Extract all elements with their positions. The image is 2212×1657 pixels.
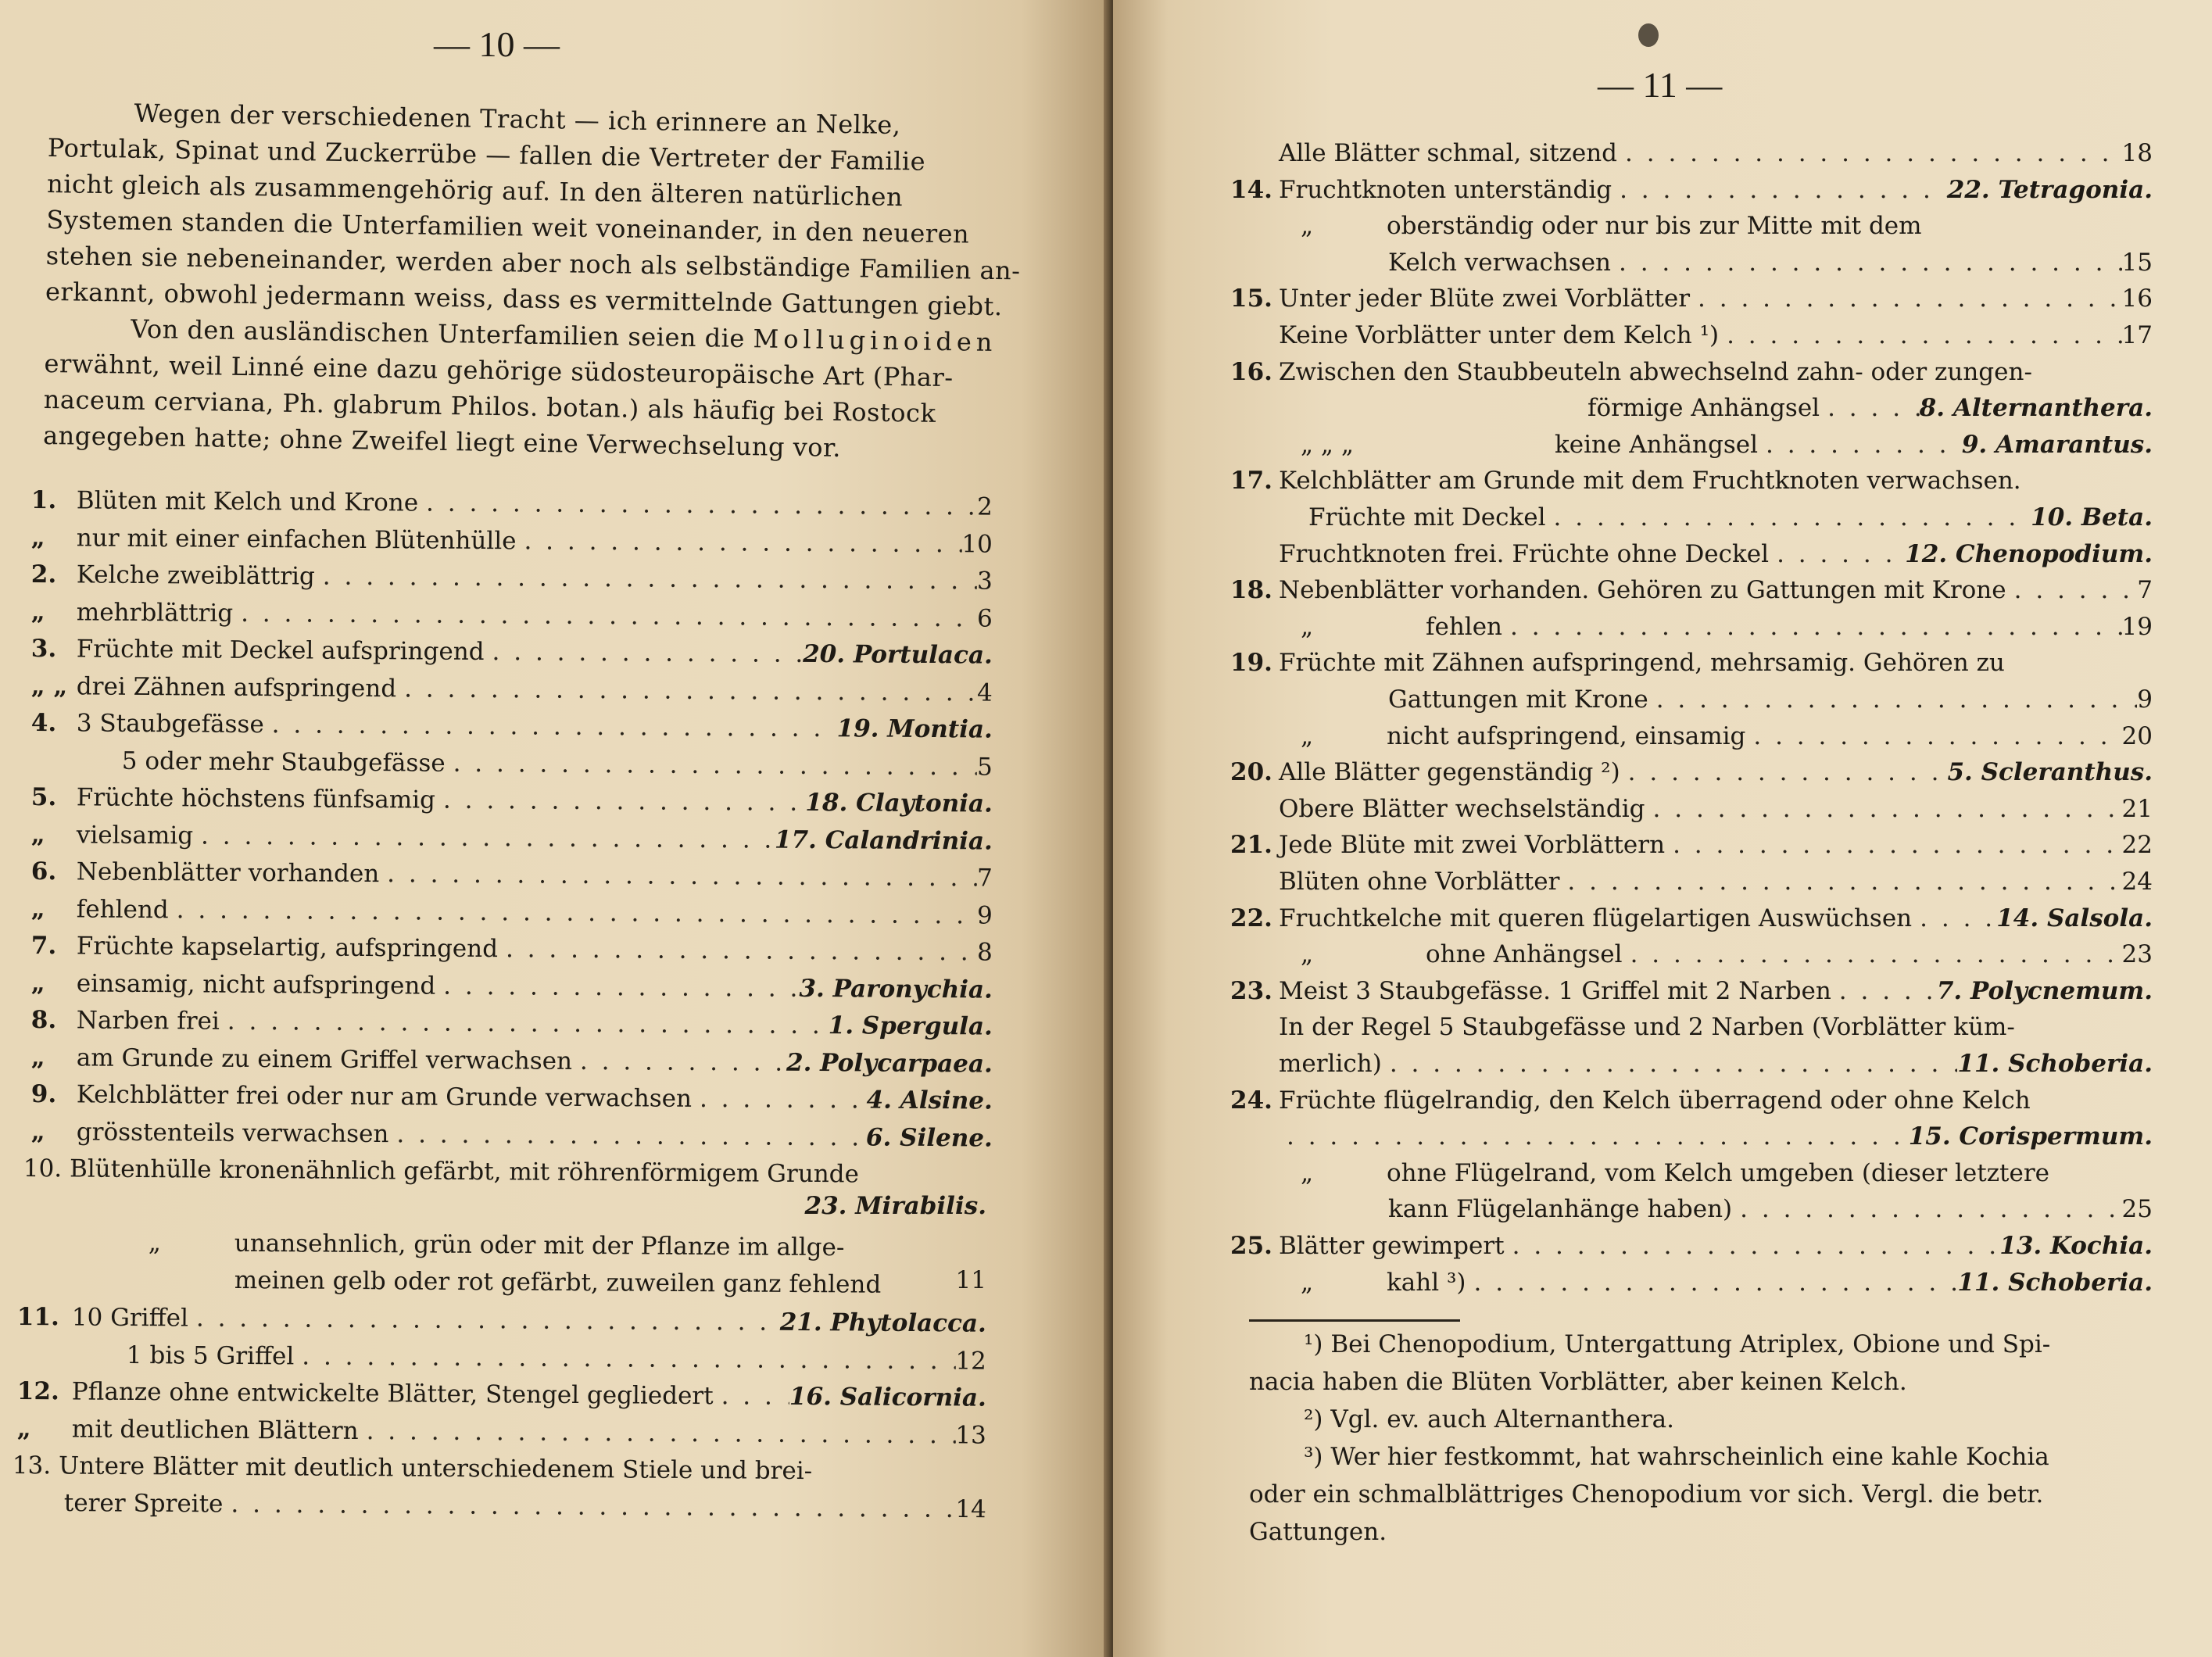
step-reference (0, 1266, 986, 1302)
key-number: „ (30, 820, 45, 849)
key-entry (1230, 1159, 2153, 1195)
genus-result: 2. Polycarpaea. (786, 1048, 993, 1079)
genus-result (0, 1192, 986, 1228)
leader-dots (396, 675, 977, 707)
leader-dots (359, 1417, 956, 1449)
genus-result: 15. Corispermum. (1908, 1122, 2153, 1151)
genus-result: 22. Tetragonia. (1947, 175, 2153, 204)
key-entry (1230, 977, 2153, 1013)
key-number: 15. (1230, 285, 1272, 313)
key-text: Alle Blätter gegenständig ²) (1279, 758, 1620, 787)
key-entry (1230, 904, 2153, 940)
leader-dots (1820, 394, 1920, 422)
step-reference: 25 (2121, 1195, 2153, 1224)
footnote-line: nacia haben die Blüten Vorblätter, aber keinen Kelch. (1249, 1368, 1907, 1396)
key-number: 1. (30, 486, 57, 515)
step-reference: 5 (976, 752, 993, 782)
step-reference: 23 (2121, 940, 2153, 969)
key-text: Kelche zweiblättrig (76, 560, 315, 591)
step-reference: 9 (976, 900, 993, 930)
genus-result: 13. Kochia. (1999, 1232, 2153, 1260)
key-number: „ (30, 597, 45, 626)
key-text: Obere Blätter wechselständig (1279, 794, 1645, 823)
key-text: vielsamig (76, 820, 194, 850)
intro-line: Wegen der verschiedenen Tracht — ich erinnere an Nelke, (134, 98, 901, 141)
key-number: 17. (1230, 467, 1272, 496)
key-text: Zwischen den Staubbeuteln abwechselnd zahn- oder zungen- (1279, 357, 2032, 386)
leader-dots (188, 1304, 780, 1337)
key-entry (1230, 758, 2153, 794)
key-entry (31, 821, 993, 864)
key-text: Nebenblätter vorhanden. Gehören zu Gattungen mit Krone (1279, 576, 2006, 605)
key-number: 3. (30, 635, 57, 664)
key-text: förmige Anhängsel (1587, 394, 1820, 423)
key-entry (31, 746, 993, 789)
leader-dots (1719, 321, 2121, 349)
key-number: 12. (16, 1377, 59, 1406)
key-entry (1230, 431, 2153, 467)
key-number: 9. (30, 1080, 57, 1109)
step-reference: 16 (2121, 285, 2153, 313)
key-number: 22. (1230, 904, 1272, 932)
key-text: In der Regel 5 Staubgefässe und 2 Narben (Vorblätter küm- (1279, 1013, 2015, 1042)
key-text: mit deutlichen Blättern (71, 1414, 359, 1445)
leader-dots (315, 563, 978, 596)
key-text: Keine Vorblätter unter dem Kelch ¹) (1279, 321, 1720, 349)
key-entry (31, 857, 993, 900)
key-entry (1230, 1195, 2153, 1231)
key-entry (1230, 722, 2153, 758)
key-text: Kelchblätter frei oder nur am Grunde verwachsen (76, 1080, 693, 1113)
leader-dots (223, 1490, 955, 1523)
key-text: Fruchtkelche mit queren flügelartigen Auswüchsen (1279, 904, 1913, 932)
key-text: Kelch verwachsen (1388, 248, 1612, 277)
key-number: 5. (30, 783, 57, 812)
key-text: ohne Flügelrand, vom Kelch umgeben (dieser letztere (1387, 1158, 2050, 1187)
key-text: 5 oder mehr Staubgefässe (121, 746, 446, 778)
genus-result: 1. Spergula. (828, 1011, 993, 1041)
key-entry (1230, 1086, 2153, 1122)
key-entry (1230, 831, 2153, 867)
step-reference: 14 (955, 1494, 986, 1523)
step-reference: 6 (976, 603, 993, 633)
key-entry (17, 1377, 986, 1420)
key-entry (1230, 1050, 2153, 1086)
key-text: 13. Untere Blätter mit deutlich unterschiedenem Stiele und brei- (12, 1451, 813, 1486)
intro-line: naceum cerviana, Ph. glabrum Philos. botan.) als häufig bei Rostock (43, 384, 936, 428)
step-reference: 12 (955, 1346, 986, 1376)
step-reference: 9 (2137, 685, 2153, 714)
ditto-mark: „ (148, 1229, 162, 1258)
leader-dots (418, 489, 977, 521)
leader-dots (1505, 1232, 2000, 1260)
key-text: 10. Blütenhülle kronenähnlich gefärbt, mit röhrenförmigem Grunde (23, 1154, 860, 1189)
key-entry (1230, 1013, 2153, 1049)
key-number: 8. (30, 1006, 57, 1035)
step-reference: 20 (2121, 721, 2153, 750)
key-entry (1230, 358, 2153, 394)
key-number: 7. (30, 932, 57, 961)
leader-dots (233, 599, 977, 632)
key-text: Früchte kapselartig, aufspringend (76, 932, 499, 964)
key-text: fehlen (1426, 612, 1503, 641)
key-entry (1230, 467, 2153, 503)
key-number: 20. (1230, 758, 1272, 787)
ink-spot (1638, 23, 1659, 47)
step-reference: 19 (2121, 612, 2153, 641)
key-text: einsamig, nicht aufspringend (76, 968, 436, 1000)
key-entry (1230, 176, 2153, 212)
key-text: Narben frei (76, 1006, 220, 1036)
key-text: unansehnlich, grün oder mit der Pflanze im allge- (234, 1229, 845, 1262)
intro-line: erwähnt, weil Linné eine dazu gehörige südosteuropäische Art (Phar- (44, 348, 954, 393)
step-reference: 8 (976, 938, 993, 967)
step-reference: 22 (2121, 831, 2153, 860)
key-number: 16. (1230, 357, 1272, 386)
key-text: am Grunde zu einem Griffel verwachsen (76, 1043, 573, 1075)
leader-dots (446, 749, 978, 781)
genus-result: 6. Silene. (865, 1122, 993, 1153)
footnote-rule (1249, 1319, 1460, 1322)
leader-dots (2006, 576, 2138, 604)
key-entry (1230, 1269, 2153, 1304)
key-number: „ (1301, 940, 1314, 969)
key-number: „ (30, 1117, 45, 1146)
leader-dots (1546, 503, 2031, 531)
leader-dots (1769, 540, 1905, 568)
step-reference: 24 (2121, 868, 2153, 896)
key-number: 6. (30, 857, 57, 886)
key-text: ohne Anhängsel (1426, 940, 1623, 969)
key-text: terer Spreite (63, 1488, 224, 1518)
key-entry (1230, 576, 2153, 612)
key-text: Fruchtknoten unterständig (1279, 175, 1612, 204)
key-number: 21. (1230, 831, 1272, 860)
page-number-right: — 11 — (1598, 65, 1723, 105)
key-text: Jede Blüte mit zwei Vorblättern (1279, 831, 1666, 860)
key-number: „ (30, 1043, 45, 1072)
genus-result: 14. Salsola. (1996, 904, 2153, 932)
leader-dots (1912, 904, 1996, 932)
key-number: „ „ „ (1301, 430, 1354, 459)
intro2-pre: Von den ausländischen Unterfamilien seien die (130, 313, 753, 354)
key-entry (17, 1340, 986, 1383)
key-text: Blüten ohne Vorblätter (1279, 868, 1560, 896)
key-entry (31, 932, 993, 975)
key-entry (31, 672, 993, 715)
key-number: 25. (1230, 1232, 1272, 1260)
footnote-line: Gattungen. (1249, 1518, 1387, 1546)
key-number: 23. (1230, 976, 1272, 1005)
genus-result: 9. Amarantus. (1961, 430, 2153, 459)
genus-result: 20. Portulaca. (803, 639, 993, 670)
leader-dots (264, 710, 837, 743)
leader-dots (294, 1342, 955, 1375)
leader-dots (692, 1085, 867, 1115)
key-text: Blätter gewimpert (1279, 1232, 1505, 1260)
key-entry (31, 1006, 993, 1049)
key-entry (31, 783, 993, 826)
step-reference: 7 (976, 864, 993, 893)
leader-dots (484, 638, 803, 668)
leader-dots (1645, 795, 2122, 823)
key-number: 19. (1230, 649, 1272, 678)
key-text: Blüten mit Kelch und Krone (76, 486, 419, 517)
intro-line: erkannt, obwohl jedermann weiss, dass es vermittelnde Gattungen giebt. (45, 276, 1003, 322)
leader-dots (1502, 613, 2122, 641)
genus-result: 4. Alsine. (866, 1086, 993, 1115)
key-text: grösstenteils verwachsen (76, 1117, 389, 1148)
intro-line: angegeben hatte; ohne Zweifel liegt eine Verwechselung vor. (42, 420, 842, 463)
key-number: „ (1301, 721, 1314, 750)
key-text: Fruchtknoten frei. Früchte ohne Deckel (1279, 539, 1770, 568)
leader-dots (1382, 1050, 1958, 1078)
key-entry (1230, 540, 2153, 576)
key-entry (31, 969, 993, 1012)
leader-dots (1831, 977, 1937, 1005)
step-reference: 2 (976, 492, 993, 521)
key-text: Meist 3 Staubgefässe. 1 Griffel mit 2 Narben (1279, 976, 1831, 1005)
key-entry (1230, 685, 2153, 721)
genus-result: 5. Scleranthus. (1947, 758, 2153, 787)
leader-dots (193, 821, 775, 854)
intro-line: stehen sie nebeneinander, werden aber noch als selbständige Familien an- (45, 240, 1021, 286)
key-entry (31, 709, 993, 752)
leader-dots (388, 1120, 866, 1151)
key-entry (31, 1043, 993, 1086)
key-text: Pflanze ohne entwickelte Blätter, Stengel gegliedert (71, 1377, 714, 1411)
key-number: „ „ (30, 671, 68, 700)
key-entry (31, 560, 993, 603)
leader-dots (498, 935, 977, 966)
footnote-line: oder ein schmalblättriges Chenopodium vor sich. Vergl. die betr. (1249, 1480, 2044, 1508)
intro-line: Systemen standen die Unterfamilien weit voneinander, in den neueren (46, 204, 970, 249)
key-text: nicht aufspringend, einsamig (1387, 721, 1746, 750)
key-entry (1230, 1122, 2153, 1158)
key-number: „ (1301, 1268, 1314, 1297)
key-text: merlich) (1279, 1050, 1382, 1078)
key-text: Früchte flügelrandig, den Kelch überragend oder ohne Kelch (1279, 1086, 2031, 1115)
genus-result: 7. Polycnemum. (1936, 976, 2153, 1005)
genus-result: 16. Salicornia. (789, 1382, 986, 1412)
step-reference: 4 (976, 678, 993, 707)
page-number-left: — 10 — (434, 24, 560, 64)
leader-dots (169, 896, 978, 929)
genus-result: 12. Chenopodium. (1905, 539, 2153, 568)
footnote-line: ²) Vgl. ev. auch Alternanthera. (1304, 1405, 1675, 1433)
step-reference: 7 (2137, 576, 2153, 605)
key-entry (31, 1080, 993, 1123)
key-number: 4. (30, 709, 57, 738)
leader-dots (1758, 431, 1962, 459)
key-text: Nebenblätter vorhanden (76, 857, 380, 889)
intro-line: nicht gleich als zusammengehörig auf. In den älteren natürlichen (46, 168, 904, 213)
footnotes (1249, 1326, 2117, 1551)
leader-dots (516, 527, 961, 558)
leader-dots (1611, 249, 2122, 277)
leader-dots (1559, 868, 2121, 896)
key-entry (1230, 321, 2153, 357)
key-entry (1230, 212, 2153, 248)
leader-dots (714, 1382, 790, 1411)
key-text: Früchte mit Deckel (1308, 503, 1546, 531)
key-text: nur mit einer einfachen Blütenhülle (76, 523, 517, 555)
key-entry (31, 486, 993, 529)
key-entry (17, 1415, 986, 1458)
leader-dots (1620, 758, 1948, 786)
key-entry (1230, 503, 2153, 539)
leader-dots (1617, 139, 2122, 167)
key-entry (1230, 1232, 2153, 1268)
genus-result: 3. Paronychia. (799, 974, 993, 1004)
key-number: „ (30, 523, 45, 552)
result-text: 11 (955, 1265, 986, 1294)
key-entry (31, 1118, 993, 1161)
key-entry (1230, 139, 2153, 175)
key-text: Kelchblätter am Grunde mit dem Fruchtknoten verwachsen. (1279, 467, 2021, 496)
key-entry-line (149, 1229, 977, 1270)
key-number: 24. (1230, 1086, 1272, 1115)
key-entry (1230, 285, 2153, 320)
genus-result: 11. Schoberia. (1957, 1268, 2153, 1297)
genus-result: 17. Calandrinia. (774, 825, 993, 856)
key-entry (1230, 940, 2153, 976)
key-text: Früchte höchstens fünfsamig (76, 783, 436, 814)
leader-dots (1466, 1269, 1958, 1297)
key-text: oberständig oder nur bis zur Mitte mit dem (1387, 212, 1922, 241)
key-text: mehrblättrig (76, 597, 234, 628)
key-number: „ (16, 1414, 31, 1443)
key-text: Alle Blätter schmal, sitzend (1279, 139, 1618, 167)
key-entry (1230, 249, 2153, 285)
genus-result: 8. Alternanthera. (1919, 394, 2153, 423)
key-number: „ (1301, 212, 1314, 241)
key-text: Unter jeder Blüte zwei Vorblätter (1279, 285, 1691, 313)
genus-result: 10. Beta. (2031, 503, 2153, 531)
leader-dots (1665, 831, 2121, 859)
key-entry (31, 635, 993, 678)
key-text: 1 bis 5 Griffel (126, 1340, 295, 1370)
key-entry (1230, 649, 2153, 685)
step-reference: 13 (955, 1420, 986, 1450)
leader-dots (1732, 1195, 2121, 1223)
key-number: „ (1301, 612, 1314, 641)
step-reference: 3 (976, 567, 993, 596)
key-entry (1230, 868, 2153, 904)
step-reference: 21 (2121, 794, 2153, 823)
key-number: 2. (30, 560, 57, 589)
key-entry (31, 524, 993, 567)
key-number: „ (30, 968, 45, 997)
intro2-spaced: Molluginoiden (753, 324, 997, 358)
key-text: kann Flügelanhänge haben) (1388, 1195, 1733, 1224)
key-entry-line (64, 1489, 986, 1531)
key-entry (1230, 795, 2153, 831)
key-number: 14. (1230, 175, 1272, 204)
leader-dots (1612, 176, 1948, 204)
leader-dots (1690, 285, 2122, 313)
key-entry-line (13, 1451, 982, 1494)
leader-dots (1648, 685, 2138, 714)
right-page (1113, 0, 2212, 1657)
key-entry (17, 1303, 986, 1346)
key-number: 11. (16, 1303, 59, 1332)
step-reference: 17 (2121, 321, 2153, 349)
leader-dots (1279, 1122, 1909, 1151)
genus-result: 21. Phytolacca. (779, 1308, 986, 1338)
key-number: „ (30, 894, 45, 923)
key-text: keine Anhängsel (1555, 430, 1758, 459)
leader-dots (1623, 940, 2122, 968)
step-reference: 15 (2121, 248, 2153, 277)
genus-result: 11. Schoberia. (1957, 1050, 2153, 1078)
key-text: meinen gelb oder rot gefärbt, zuweilen ganz fehlend (234, 1265, 882, 1299)
intro-line: Portulak, Spinat und Zuckerrübe — fallen die Vertreter der Familie (47, 132, 926, 177)
key-entry (31, 598, 993, 641)
leader-dots (379, 860, 977, 892)
key-entry (1230, 394, 2153, 430)
key-number: 18. (1230, 576, 1272, 605)
leader-dots (572, 1047, 786, 1076)
genus-result: 19. Montia. (836, 714, 993, 744)
key-text: Früchte mit Zähnen aufspringend, mehrsamig. Gehören zu (1279, 649, 2005, 678)
key-entry (31, 895, 993, 938)
leader-dots (435, 972, 800, 1002)
key-entry-line (23, 1154, 993, 1197)
key-text: Früchte mit Deckel aufspringend (76, 635, 485, 667)
leader-dots (435, 786, 806, 817)
step-reference: 18 (2121, 139, 2153, 167)
step-reference: 10 (961, 529, 993, 559)
key-text: 3 Staubgefässe (76, 709, 264, 739)
intro-paragraph (42, 94, 1021, 468)
footnote-line: ³) Wer hier festkommt, hat wahrscheinlich eine kahle Kochia (1304, 1443, 2049, 1471)
leader-dots (220, 1007, 829, 1040)
key-text: kahl ³) (1387, 1268, 1466, 1297)
key-text: 10 Griffel (71, 1303, 189, 1333)
key-entry (1230, 613, 2153, 649)
footnote-line: ¹) Bei Chenopodium, Untergattung Atriplex, Obione und Spi- (1304, 1330, 2051, 1358)
genus-result: 18. Claytonia. (805, 788, 993, 818)
key-text: Gattungen mit Krone (1388, 685, 1648, 714)
leader-dots (1745, 722, 2121, 750)
key-number: „ (1301, 1158, 1314, 1187)
result-text: 23. Mirabilis. (804, 1191, 986, 1220)
key-text: drei Zähnen aufspringend (76, 671, 397, 703)
key-text: fehlend (76, 894, 169, 924)
